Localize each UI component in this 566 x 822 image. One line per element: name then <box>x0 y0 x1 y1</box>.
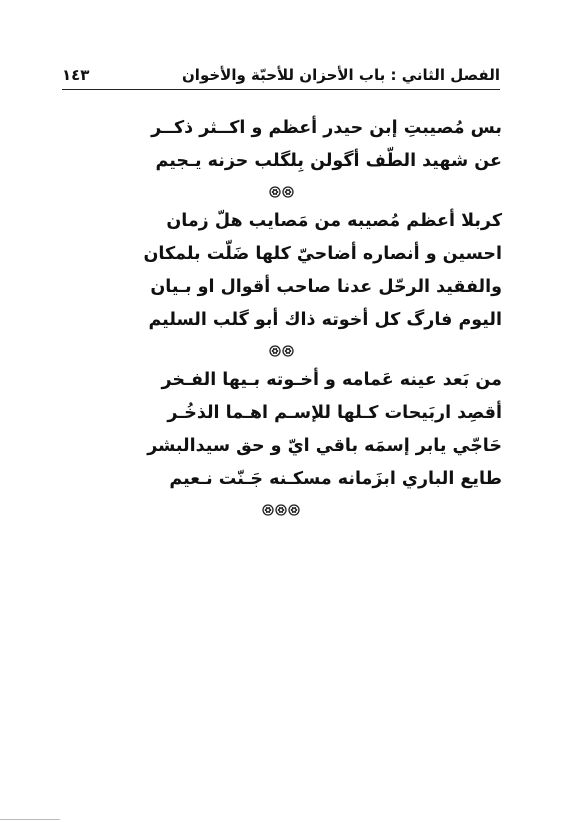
rosette-ornament-icon <box>288 504 300 516</box>
verse-line: حَاجّي يابر إسمَه باقي ايّ و حق سيدالبشر <box>147 436 502 456</box>
verse-line: بس مُصيبتِ إبن حيدر أعظم و اكــثر ذكــر <box>151 118 502 138</box>
verse-line: أقصِد اربَيحات كـلها للإسـم اهـما الذخُـر <box>167 403 502 423</box>
stanza <box>60 364 502 523</box>
stanza <box>60 205 502 364</box>
ornament-separator <box>60 337 502 364</box>
verse-line: طايع الباري ابزَمانه مسكـنه جَـنّت نـعيم <box>169 469 502 489</box>
verse-line: عن شهيد الطّف أگولن بِلگلب حزنه يـجيم <box>155 151 502 171</box>
rosette-ornament-icon <box>269 345 281 357</box>
rosette-ornament-icon <box>282 345 294 357</box>
rosette-ornament-icon <box>282 186 294 198</box>
verse-line: احسين و أنصاره أضاحيّ كلها ضَلّت بلمكان <box>143 244 502 264</box>
header-rule <box>62 89 500 90</box>
verse-line: اليوم فارگ كل أخوته ذاك أبو گلب السليم <box>148 310 502 330</box>
rosette-ornament-icon <box>269 186 281 198</box>
rosette-ornament-icon <box>262 504 274 516</box>
verse-line: من بَعد عينه عَمامه و أخـوته بـيها الفـخر <box>161 370 502 390</box>
ornament-separator <box>60 496 502 523</box>
rosette-ornament-icon <box>275 504 287 516</box>
ornament-separator <box>60 178 502 205</box>
poem-body <box>60 112 502 523</box>
stanza <box>60 112 502 205</box>
running-header <box>62 62 500 88</box>
chapter-title: الفصل الثاني : باب الأحزان للأحبّة والأخوان <box>182 66 500 84</box>
verse-line: كربلا أعظم مُصيبه من مَصايب هلّ زمان <box>166 211 502 231</box>
page-number: ١٤٣ <box>62 66 90 84</box>
verse-line: والفقيد الرحّل عدنا صاحب أقوال او بـيان <box>150 277 502 297</box>
scan-edge-mark <box>0 819 60 820</box>
